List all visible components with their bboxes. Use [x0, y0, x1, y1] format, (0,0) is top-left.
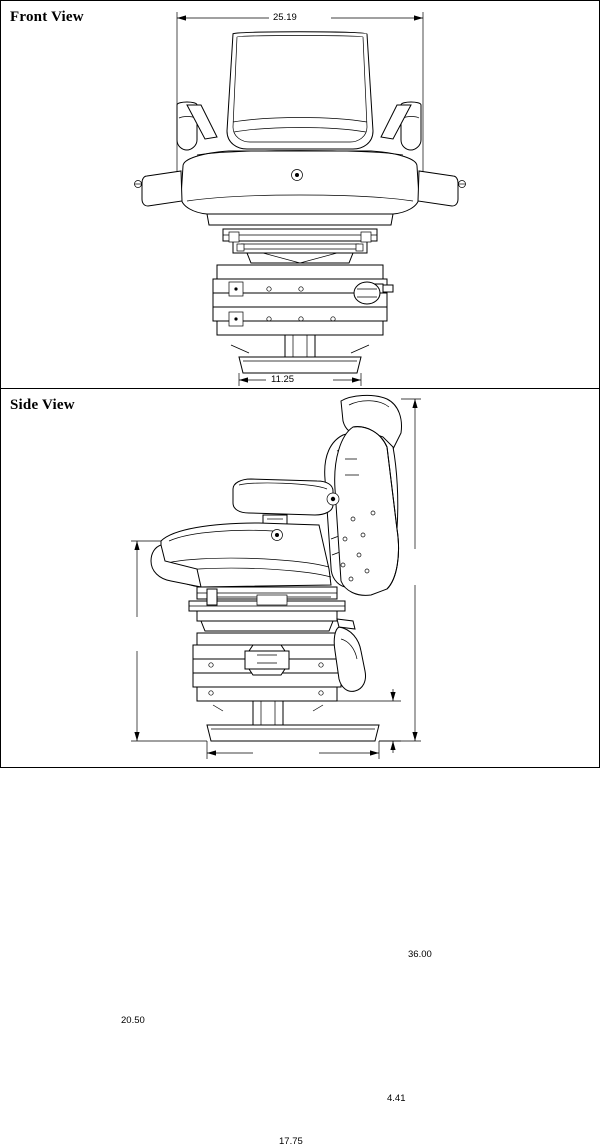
dimension-base-width: [239, 373, 361, 386]
side-seat-height-label: 20.50: [121, 1015, 145, 1026]
front-view-title: Front View: [10, 9, 84, 25]
side-view-drawing: [1, 389, 599, 766]
front-overall-width-label: 25.19: [273, 12, 297, 23]
side-view-title: Side View: [10, 397, 75, 413]
side-base-plate-height-label: 4.41: [387, 1093, 406, 1104]
front-view-panel: [1, 1, 599, 389]
front-base-width-label: 11.25: [271, 374, 295, 385]
side-overall-height-label: 36.00: [408, 949, 432, 960]
dimension-base-plate-height: [337, 689, 401, 753]
front-view-drawing: [1, 1, 599, 388]
side-view-panel: [1, 389, 599, 1147]
dimension-overall-depth: [207, 741, 379, 759]
side-overall-depth-label: 17.75: [279, 1136, 303, 1147]
